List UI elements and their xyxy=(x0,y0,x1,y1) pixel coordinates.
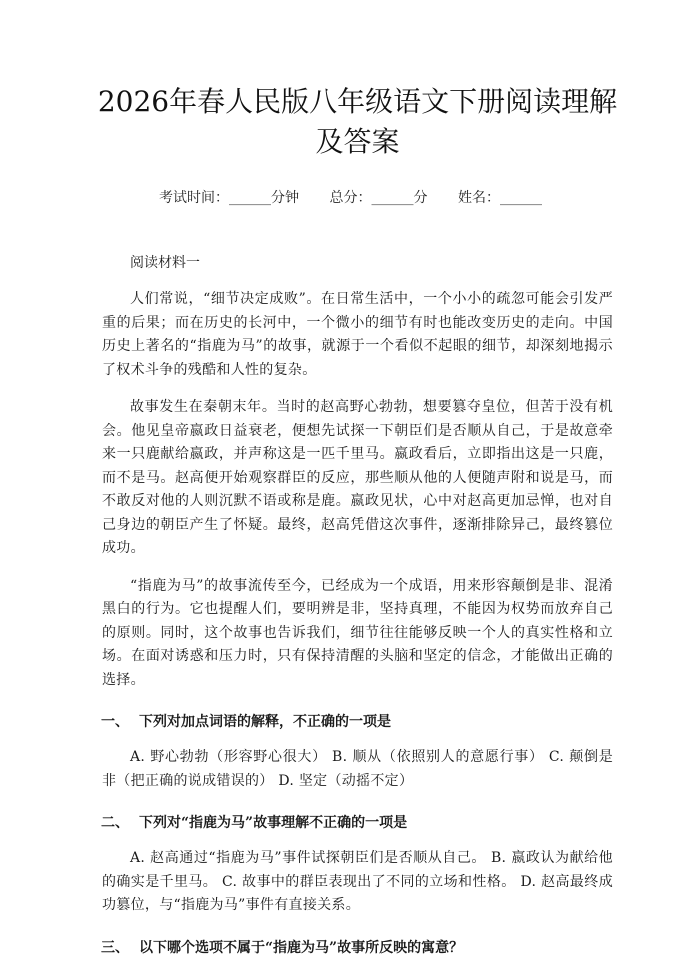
question-3-text: 以下哪个选项不属于“指鹿为马”故事所反映的寓意？ xyxy=(139,939,464,956)
exam-info-line xyxy=(88,188,613,208)
question-2-number: 二、 xyxy=(101,815,129,831)
exam-time-field: 考试时间：______分钟 xyxy=(159,190,300,206)
question-1-options: A. 野心勃勃（形容野心很大） B. 顺从（依照别人的意愿行事） C. 颠倒是非（把正确的说成错误的） D. 坚定（动摇不定） xyxy=(102,749,613,789)
question-3-number: 三、 xyxy=(101,939,129,956)
material-paragraph-3: “指鹿为马”的故事流传至今，已经成为一个成语，用来形容颠倒是非、混淆黑白的行为。它也提醒人们，要明辨是非，坚持真理，不能因为权势而放弃自己的原则。同时，这个故事也告诉我们，细节往往能够反映一个人的真实性格和立场。在面对诱惑和压力时，只有保持清醒的头脑和坚定的信念，才能做出正确的选择。 xyxy=(102,577,613,688)
question-1-text: 下列对加点词语的解释，不正确的一项是 xyxy=(139,714,391,730)
page-title: 2026年春人民版八年级语文下册阅读理解及答案 xyxy=(97,85,618,158)
question-3-heading xyxy=(101,938,613,958)
material-label: 阅读材料一 xyxy=(130,255,200,271)
material-paragraph-2: 故事发生在秦朝末年。当时的赵高野心勃勃，想要篡夺皇位，但苦于没有机会。他见皇帝嬴政日益衰老，便想先试探一下朝臣们是否顺从自己，于是故意牵来一只鹿献给嬴政，并声称这是一匹千里马。嬴政看后，立即指出这是一只鹿，而不是马。赵高便开始观察群臣的反应，那些顺从他的人便随声附和说是马，而不敢反对他的人则沉默不语或称是鹿。嬴政见状，心中对赵高更加忌惮，也对自己身边的朝臣产生了怀疑。最终，赵高凭借这次事件，逐渐排除异己，最终篡位成功。 xyxy=(102,399,613,556)
question-2-text: 下列对“指鹿为马”故事理解不正确的一项是 xyxy=(139,815,408,831)
question-2-heading xyxy=(101,813,613,833)
question-1-number: 一、 xyxy=(101,714,129,730)
name-field: 姓名：______ xyxy=(457,190,542,206)
material-paragraph-1: 人们常说，“细节决定成败”。在日常生活中，一个小小的疏忽可能会引发严重的后果；而在历史的长河中，一个微小的细节有时也能改变历史的走向。中国历史上著名的“指鹿为马”的故事，就源于一个看似不起眼的细节，却深刻地揭示了权术斗争的残酷和人性的复杂。 xyxy=(102,291,613,378)
question-2-options: A. 赵高通过“指鹿为马”事件试探朝臣们是否顺从自己。 B. 嬴政认为献给他的确实是千里马。 C. 故事中的群臣表现出了不同的立场和性格。 D. 赵高最终成功篡位，与“指鹿为马”事件有直接关系。 xyxy=(102,850,613,913)
total-score-field: 总分：______分 xyxy=(329,190,428,206)
question-1-heading xyxy=(101,712,613,732)
